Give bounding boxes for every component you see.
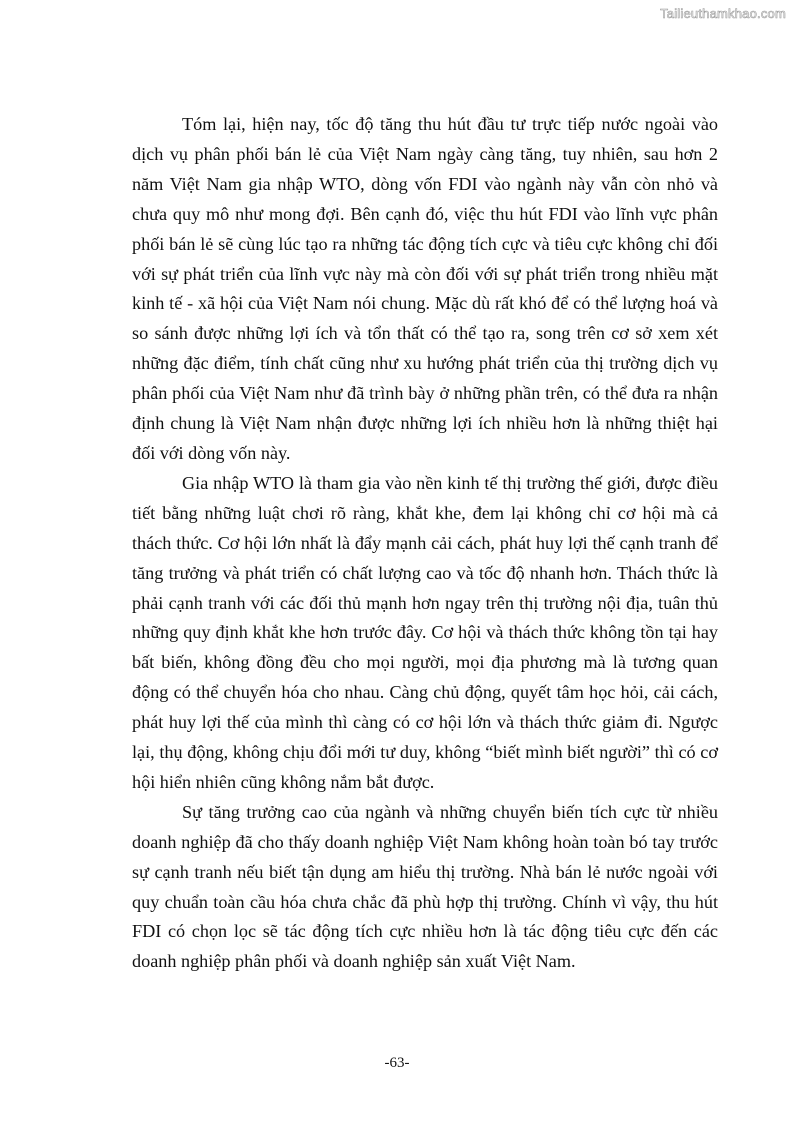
page-number: -63- <box>384 1055 410 1071</box>
document-body <box>132 110 718 977</box>
paragraph-2: Gia nhập WTO là tham gia vào nền kinh tế thị trường thế giới, được điều tiết bằng những luật chơi rõ ràng, khắt khe, đem lại không chỉ cơ hội mà cả thách thức. Cơ hội lớn nhất là đẩy mạnh cải cách, phát huy lợi thế cạnh tranh để tăng trưởng và phát triển có chất lượng cao và tốc độ nhanh hơn. Thách thức là phải cạnh tranh với các đối thủ mạnh hơn ngay trên thị trường nội địa, tuân thủ những quy định khắt khe hơn trước đây. Cơ hội và thách thức không tồn tại hay bất biến, không đồng đều cho mọi người, mọi địa phương mà là tương quan động có thể chuyển hóa cho nhau. Càng chủ động, quyết tâm học hỏi, cải cách, phát huy lợi thế của mình thì càng có cơ hội lớn và thách thức giảm đi. Ngược lại, thụ động, không chịu đổi mới tư duy, không “biết mình biết người” thì có cơ hội hiển nhiên cũng không nắm bắt được. <box>132 472 718 792</box>
watermark-text: Tailieuthamkhao.com <box>660 6 786 21</box>
paragraph-3: Sự tăng trưởng cao của ngành và những chuyển biến tích cực từ nhiều doanh nghiệp đã cho thấy doanh nghiệp Việt Nam không hoàn toàn bó tay trước sự cạnh tranh nếu biết tận dụng am hiểu thị trường. Nhà bán lẻ nước ngoài với quy chuẩn toàn cầu hóa chưa chắc đã phù hợp thị trường. Chính vì vậy, thu hút FDI có chọn lọc sẽ tác động tích cực nhiều hơn là tác động tiêu cực đến các doanh nghiệp phân phối và doanh nghiệp sản xuất Việt Nam. <box>132 801 718 972</box>
paragraph-1: Tóm lại, hiện nay, tốc độ tăng thu hút đầu tư trực tiếp nước ngoài vào dịch vụ phân phối bán lẻ của Việt Nam ngày càng tăng, tuy nhiên, sau hơn 2 năm Việt Nam gia nhập WTO, dòng vốn FDI vào ngành này vẫn còn nhỏ và chưa quy mô như mong đợi. Bên cạnh đó, việc thu hút FDI vào lĩnh vực phân phối bán lẻ sẽ cùng lúc tạo ra những tác động tích cực và tiêu cực không chỉ đối với sự phát triển của lĩnh vực này mà còn đối với sự phát triển trong nhiều mặt kinh tế - xã hội của Việt Nam nói chung. Mặc dù rất khó để có thể lượng hoá và so sánh được những lợi ích và tổn thất có thể tạo ra, song trên cơ sở xem xét những đặc điểm, tính chất cũng như xu hướng phát triển của thị trường dịch vụ phân phối của Việt Nam như đã trình bày ở những phần trên, có thể đưa ra nhận định chung là Việt Nam nhận được những lợi ích nhiều hơn là những thiệt hại đối với dòng vốn này. <box>132 114 718 463</box>
